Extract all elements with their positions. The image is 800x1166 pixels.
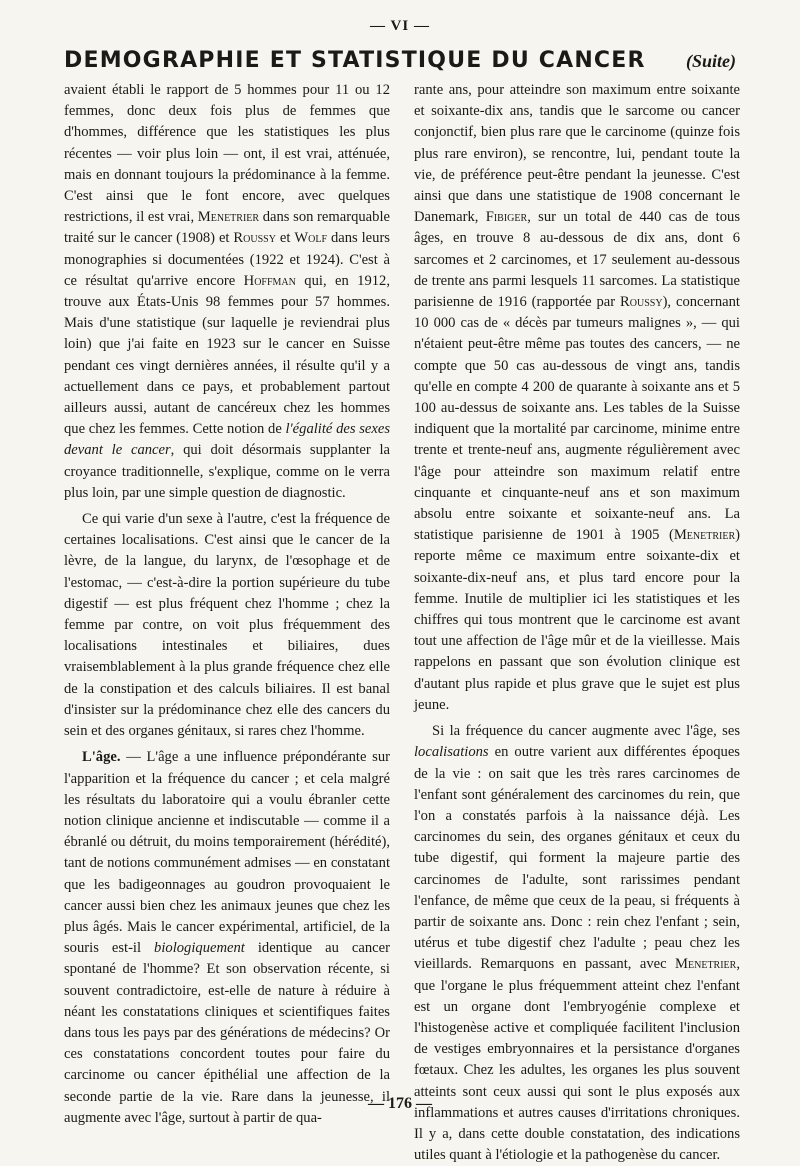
author-name: Fibiger [485, 209, 528, 226]
text-run: identique au cancer spontané de l'homme? Et son observation récente, si souvent contradictoire, est-elle de nature à réduire à néant les constatations cliniques et scientifiques faites dans tous les pays par des générations de médecins? Or ces constatations concordent toutes pour faire du carcinome ou cancer épithélial une affection de la seconde partie de la vie. Rare dans la jeunesse, il augmente avec l'âge, surtout à partir de qua- [64, 940, 390, 1126]
author-name: Hoffman [243, 272, 296, 289]
emphasis: l'égalité des sexes devant le cancer [64, 421, 390, 459]
page-number: — 176 — [368, 1095, 432, 1112]
text-run: ) reporte même ce maximum entre soixante-dix et soixante-dix-neuf ans, et plus tard encore pour la femme. Inutile de multiplier ici les statistiques et les chiffres qui tous montrent que le carcinome est avant tout une affection de l'âge mûr et de la vieillesse. Mais rappelons en passant que son évolution clinique est d'autant plus rapide et plus grave que le sujet est plus jeune. [414, 527, 740, 713]
text-run: rante ans, pour atteindre son maximum entre soixante et soixante-dix ans, tandis que le sarcome ou cancer conjonctif, bien plus rare que le carcinome (quinze fois plus rare environ), se rencontre, lui, pendant toute la vie, de préférence peut-être pendant la jeunesse. C'est ainsi que dans une statistique de 1908 concernant le Danemark, [414, 82, 740, 226]
emphasis: localisations [414, 744, 489, 761]
text-run: et [275, 230, 295, 247]
text-run: Si la fréquence du cancer augmente avec l'âge, ses [432, 723, 740, 740]
text-run: — L'âge a une influence prépondérante sur l'apparition et la fréquence du cancer ; et cela malgré les résultats du laboratoire qui a voulu ébranler cette notion clinique ancienne et indiscutable — comme il a ébranlé ou détruit, du moins temporairement (hérédité), tant de notions communément admises — en constatant que les badigeonnages au goudron provoquaient le cancer aussi bien chez les animaux jeunes que chez les plus âgés. Mais le cancer expérimental, artificiel, de la souris est-il [64, 749, 390, 957]
running-page-number: — VI — [370, 18, 430, 34]
author-name: Roussy [620, 294, 663, 311]
text-run: , sur un total de 440 cas de tous âges, en trouve 8 au-dessous de dix ans, dont 6 sarcomes et 2 carcinomes, et 17 seulement au-dessous de trente ans parmi lesquels 11 sarcomes. La statistique parisienne de 1916 (rapportée par [414, 209, 741, 311]
paragraph [414, 80, 740, 716]
emphasis: biologiquement [154, 940, 245, 957]
text-run: dans leurs monographies si documentées (1922 et 1924). C'est à ce résultat qu'arrive encore [64, 230, 390, 289]
paragraph [64, 747, 390, 1129]
text-run: en outre varient aux différentes époques de la vie : on sait que les très rares carcinomes de l'enfant sont généralement des carcinomes du rein, que l'on a constatés parfois à la naissance déjà. Les carcinomes du sein, des organes génitaux et ceux du tube digestif, qui forment la majeure partie des carcinomes de l'adulte, sont rarissimes pendant l'enfance, de même que ceux de la peau, si fréquents à partir de soixante ans. Donc : rein chez l'enfant ; sein, utérus et tube digestif chez l'adulte ; peau chez les vieillards. Remarquons en passant, avec [414, 744, 740, 973]
section-heading: L'âge. [82, 749, 121, 766]
text-run: , que l'organe le plus fréquemment atteint chez l'enfant est un organe dont l'embryogénie complexe et l'histogenèse active et compliquée facilitent l'inclusion de vestiges embryonnaires et la persistance d'organes fœtaux. Chez les adultes, les organes les plus souvent atteints sont ceux aussi qui sont le plus exposés aux inflammations et autres causes d'irritations chroniques. Il y a, dans cette double constatation, des indications utiles quant à l'étiologie et la pathogenèse du cancer. [414, 956, 740, 1164]
page-header [64, 48, 736, 73]
paragraph: Ce qui varie d'un sexe à l'autre, c'est la fréquence de certaines localisations. C'est ainsi que le cancer de la lèvre, de la langue, du larynx, de l'œsophage et de l'estomac, — c'est-à-dire la portion supérieure du tube digestif — est plus fréquent chez l'homme ; chez la femme par contre, on voit plus fréquemment des localisations intestinales et biliaires, dues vraisemblablement à la plus grande fréquence chez elle de la constipation et des calculs biliaires. Il est banal d'insister sur la prédominance chez elle des cancers du sein et des organes génitaux, si rares chez l'homme. [64, 511, 390, 740]
text-run: , qui doit désormais supplanter la croyance traditionnelle, s'explique, comme on le verra plus loin, par une simple question de diagnostic. [64, 442, 390, 501]
text-run: avaient établi le rapport de 5 hommes pour 11 ou 12 femmes, donc deux fois plus de femmes que d'hommes, différence que les statistiques les plus récentes — voir plus loin — ont, il est vrai, atténuée, mais en donnant toujours la prédominance à la femme. C'est ainsi que le font encore, avec quelques restrictions, il est vrai, [64, 82, 390, 226]
paragraph [64, 80, 390, 504]
author-name: Roussy [233, 230, 276, 247]
author-name: Menetrier [673, 527, 736, 544]
title-suffix: (Suite) [685, 51, 736, 71]
right-column [414, 80, 741, 1164]
text-run: dans son remarquable traité sur le cancer (1908) et [64, 209, 390, 247]
author-name: Wolf [294, 230, 328, 247]
text-run: ), concernant 10 000 cas de « décès par tumeurs malignes », — qui n'étaient peut-être même pas toutes des cancers, — ne compte que 50 cas au-dessous de vingt ans, tandis qu'elle en compte 4 200 de quarante à soixante ans et 5 100 au-dessus de soixante ans. Les tables de la Suisse indiquent que la mortalité par carcinome, minime entre trente et trente-neuf ans, augmente régulièrement avec l'âge pour atteindre son maximum relatif entre cinquante et cinquante-neuf ans et son maximum absolu entre soixante et soixante-neuf ans. La statistique parisienne de 1901 à 1905 ( [414, 294, 740, 544]
page-title: DEMOGRAPHIE ET STATISTIQUE DU CANCER [64, 48, 646, 73]
author-name: Menetrier [197, 209, 260, 226]
left-column [64, 80, 390, 1126]
text-run: qui, en 1912, trouve aux États-Unis 98 femmes pour 57 hommes. Mais d'une statistique (sur laquelle je reviendrai plus loin) que j'ai faite en 1923 sur le cancer en Suisse pendant ces vingt dernières années, il résulte qu'il y a actuellement dans ce pays, et probablement partout ailleurs aussi, autant de cancéreux chez les hommes que chez les femmes. Cette notion de [64, 272, 390, 438]
author-name: Menetrier [675, 956, 737, 973]
